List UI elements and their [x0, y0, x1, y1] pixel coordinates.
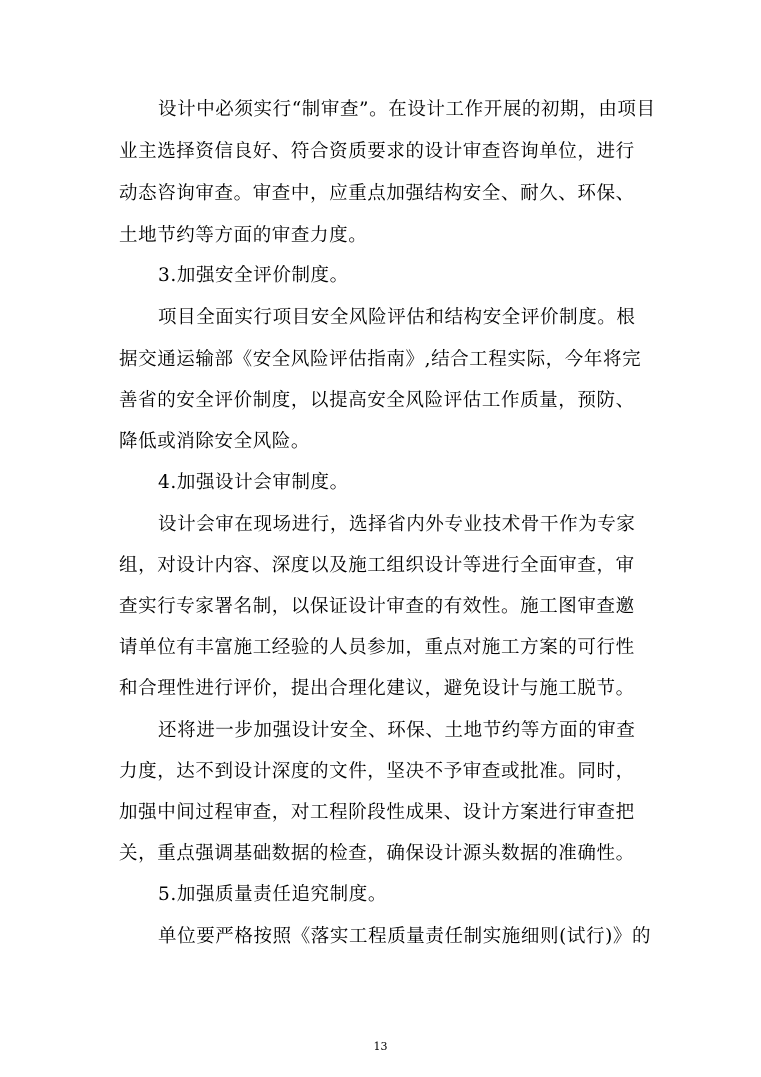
- page-number: 13: [373, 1040, 388, 1053]
- text-line: 动态咨询审查。审查中，应重点加强结构安全、耐久、环保、: [119, 183, 635, 204]
- text-line: 业主选择资信良好、符合资质要求的设计审查咨询单位，进行: [119, 141, 635, 162]
- text-line: 组，对设计内容、深度以及施工组织设计等进行全面审查，审: [119, 555, 635, 576]
- text-line: 关，重点强调基础数据的检查，确保设计源头数据的准确性。: [119, 843, 635, 864]
- section-heading: 3.加强安全评价制度。: [158, 265, 349, 286]
- section-heading: 4.加强设计会审制度。: [158, 472, 349, 493]
- text-line: 请单位有丰富施工经验的人员参加，重点对施工方案的可行性: [119, 637, 635, 658]
- text-line: 据交通运输部《安全风险评估指南》,结合工程实际，今年将完: [119, 349, 642, 370]
- section-heading: 5.加强质量责任追究制度。: [158, 884, 387, 905]
- text-line: 设计会审在现场进行，选择省内外专业技术骨干作为专家: [158, 514, 636, 535]
- text-line: 土地节约等方面的审查力度。: [119, 225, 368, 246]
- text-line: 还将进一步加强设计安全、环保、土地节约等方面的审查: [158, 720, 636, 741]
- text-line: 项目全面实行项目安全风险评估和结构安全评价制度。根: [158, 307, 636, 328]
- text-line: 和合理性进行评价，提出合理化建议，避免设计与施工脱节。: [119, 678, 635, 699]
- text-line: 加强中间过程审查，对工程阶段性成果、设计方案进行审查把: [119, 802, 635, 823]
- text-line: 力度，达不到设计深度的文件，坚决不予审查或批准。同时，: [119, 761, 635, 782]
- text-line: 降低或消除安全风险。: [119, 431, 311, 452]
- text-line: 单位要严格按照《落实工程质量责任制实施细则(试行)》的: [158, 926, 652, 947]
- text-line: 查实行专家署名制，以保证设计审查的有效性。施工图审查邀: [119, 596, 635, 617]
- text-line: 设计中必须实行“制审查”。在设计工作开展的初期，由项目: [158, 99, 656, 120]
- text-line: 善省的安全评价制度，以提高安全风险评估工作质量，预防、: [119, 390, 635, 411]
